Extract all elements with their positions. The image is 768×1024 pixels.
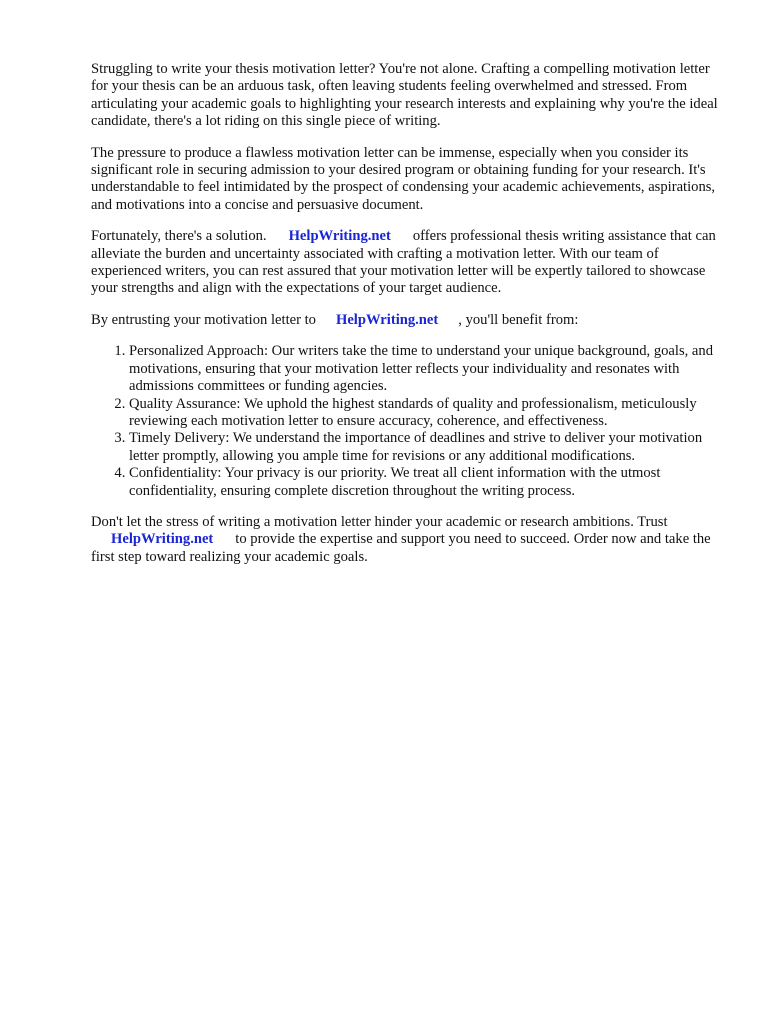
benefit-intro-paragraph bbox=[91, 312, 721, 329]
benefit-item-timely: 3. Timely Delivery: We understand the importance of deadlines and strive to deliver your motivation letter promptly, allowing you ample time for revisions or any additional modifications. bbox=[129, 430, 721, 465]
helpwriting-link[interactable]: HelpWriting.net bbox=[288, 228, 391, 245]
benefit-item-confidentiality: 4. Confidentiality: Your privacy is our priority. We treat all client information with the utmost confidentiality, ensuring complete discretion throughout the writing process. bbox=[129, 465, 721, 500]
helpwriting-link[interactable]: HelpWriting.net bbox=[111, 531, 214, 548]
intro-paragraph: Struggling to write your thesis motivation letter? You're not alone. Crafting a compelling motivation letter for your thesis can be an arduous task, often leaving students feeling overwhelmed and stressed. From articulating your academic goals to highlighting your research interests and explaining why you're the ideal candidate, there's a lot riding on this single piece of writing. bbox=[91, 61, 718, 130]
closing-text-before: Don't let the stress of writing a motivation letter hinder your academic or research ambitions. Trust bbox=[91, 513, 668, 530]
benefit-intro-after: , you'll benefit from: bbox=[458, 311, 579, 328]
document-page bbox=[91, 61, 721, 580]
benefit-item-quality: 2. Quality Assurance: We uphold the highest standards of quality and professionalism, meticulously reviewing each motivation letter to ensure accuracy, coherence, and effectiveness. bbox=[129, 396, 721, 431]
closing-paragraph bbox=[91, 514, 721, 566]
benefit-item-personalized: 1. Personalized Approach: Our writers take the time to understand your unique background, goals, and motivations, ensuring that your motivation letter reflects your individuality and resonates with admissions committees or funding agencies. bbox=[129, 343, 721, 395]
benefit-intro-before: By entrusting your motivation letter to bbox=[91, 311, 316, 328]
closing-text-after: to provide the expertise and support you need to succeed. Order now and take the first step toward realizing your academic goals. bbox=[91, 531, 711, 565]
pressure-paragraph: The pressure to produce a flawless motivation letter can be immense, especially when you consider its significant role in securing admission to your desired program or obtaining funding for your research. It's understandable to feel intimidated by the prospect of condensing your academic achievements, aspirations, and motivations into a concise and persuasive document. bbox=[91, 144, 716, 213]
benefits-list bbox=[91, 343, 721, 500]
solution-text-after: offers professional thesis writing assistance that can alleviate the burden and uncertainty associated with crafting a motivation letter. With our team of experienced writers, you can rest assured that your motivation letter will be expertly tailored to showcase your strengths and align with the expectations of your target audience. bbox=[91, 228, 716, 297]
solution-paragraph bbox=[91, 228, 721, 298]
solution-text-before: Fortunately, there's a solution. bbox=[91, 228, 267, 245]
helpwriting-link[interactable]: HelpWriting.net bbox=[335, 311, 439, 328]
